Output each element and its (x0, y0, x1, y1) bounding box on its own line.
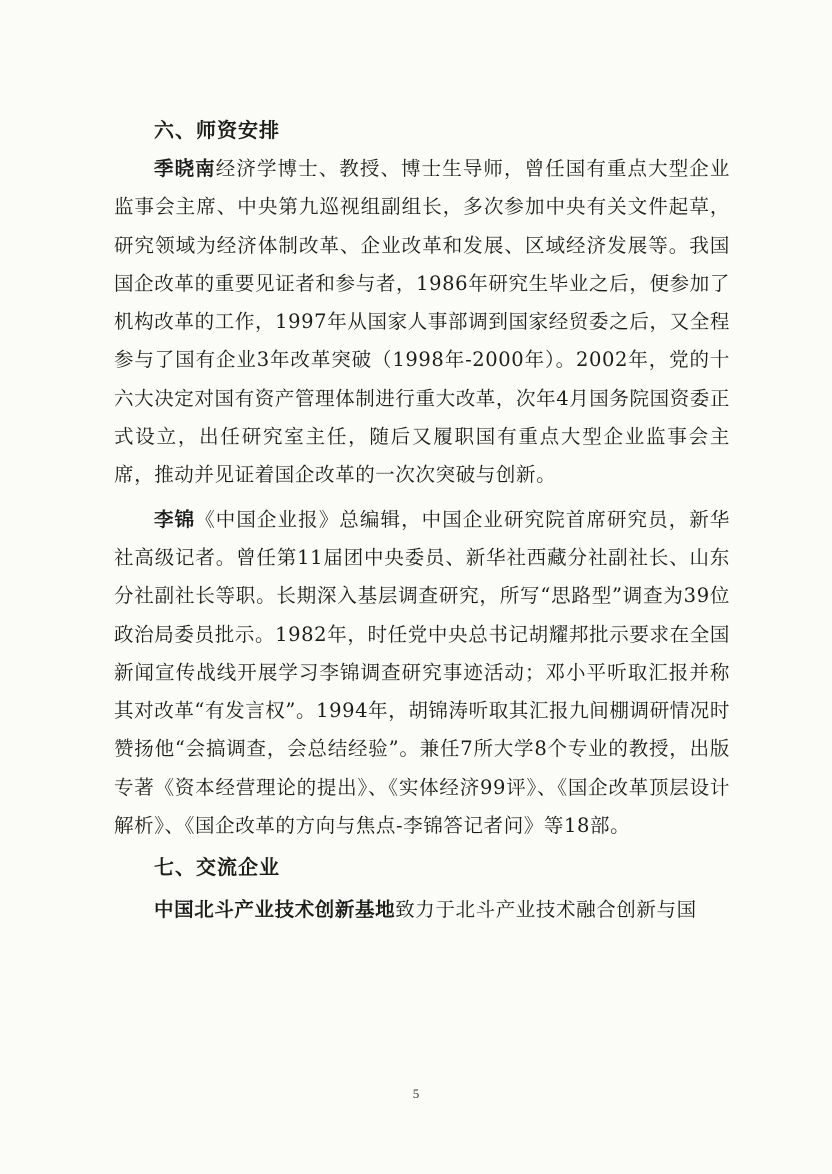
section-heading-exchange-companies: 七、交流企业 (154, 855, 280, 880)
page-content (114, 110, 730, 930)
bio-ji-xiaonan: 经济学博士、教授、博士生导师，曾任国有重点大型企业监事会主席、中央第九巡视组副组长，多次参加中央有关文件起草，研究领域为经济体制改革、企业改革和发展、区域经济发展等。我国国企改革的重要见证者和参与者，1986年研究生毕业之后，便参加了机构改革的工作，1997年从国家人事部调到国家经贸委之后，又全程参与了国有企业3年改革突破（1998年-2000年）。2002年，党的十六大决定对国有资产管理体制进行重大改革，次年4月国务院国资委正式设立，出任研究室主任，随后又履职国有重点大型企业监事会主席，推动并见证着国企改革的一次次突破与创新。 (114, 157, 731, 487)
page-number: 5 (412, 1086, 420, 1101)
desc-beidou-base: 致力于北斗产业技术融合创新与国 (395, 898, 697, 922)
paragraph-beidou-base (114, 891, 730, 929)
paragraph-li-jin (114, 501, 730, 846)
name-beidou-base: 中国北斗产业技术创新基地 (154, 898, 396, 922)
paragraph-ji-xiaonan (114, 150, 730, 495)
section-heading-faculty: 六、师资安排 (154, 118, 280, 142)
name-li-jin: 李锦 (154, 507, 196, 531)
bio-li-jin: 《中国企业报》总编辑，中国企业研究院首席研究员，新华社高级记者。曾任第11届团中央委员、新华社西藏分社副社长、山东分社副社长等职。长期深入基层调查研究，所写“思路型”调查为39位政治局委员批示。1982年，时任党中央总书记胡耀邦批示要求在全国新闻宣传战线开展学习李锦调查研究事迹活动；邓小平听取汇报并称其对改革“有发言权”。1994年，胡锦涛听取其汇报九间棚调研情况时赞扬他“会搞调查，会总结经验”。兼任7所大学8个专业的教授，出版专著《资本经营理论的提出》、《实体经济99评》、《国企改革顶层设计解析》、《国企改革的方向与焦点-李锦答记者问》等18部。 (114, 507, 730, 838)
name-ji-xiaonan: 季晓南 (154, 157, 216, 180)
